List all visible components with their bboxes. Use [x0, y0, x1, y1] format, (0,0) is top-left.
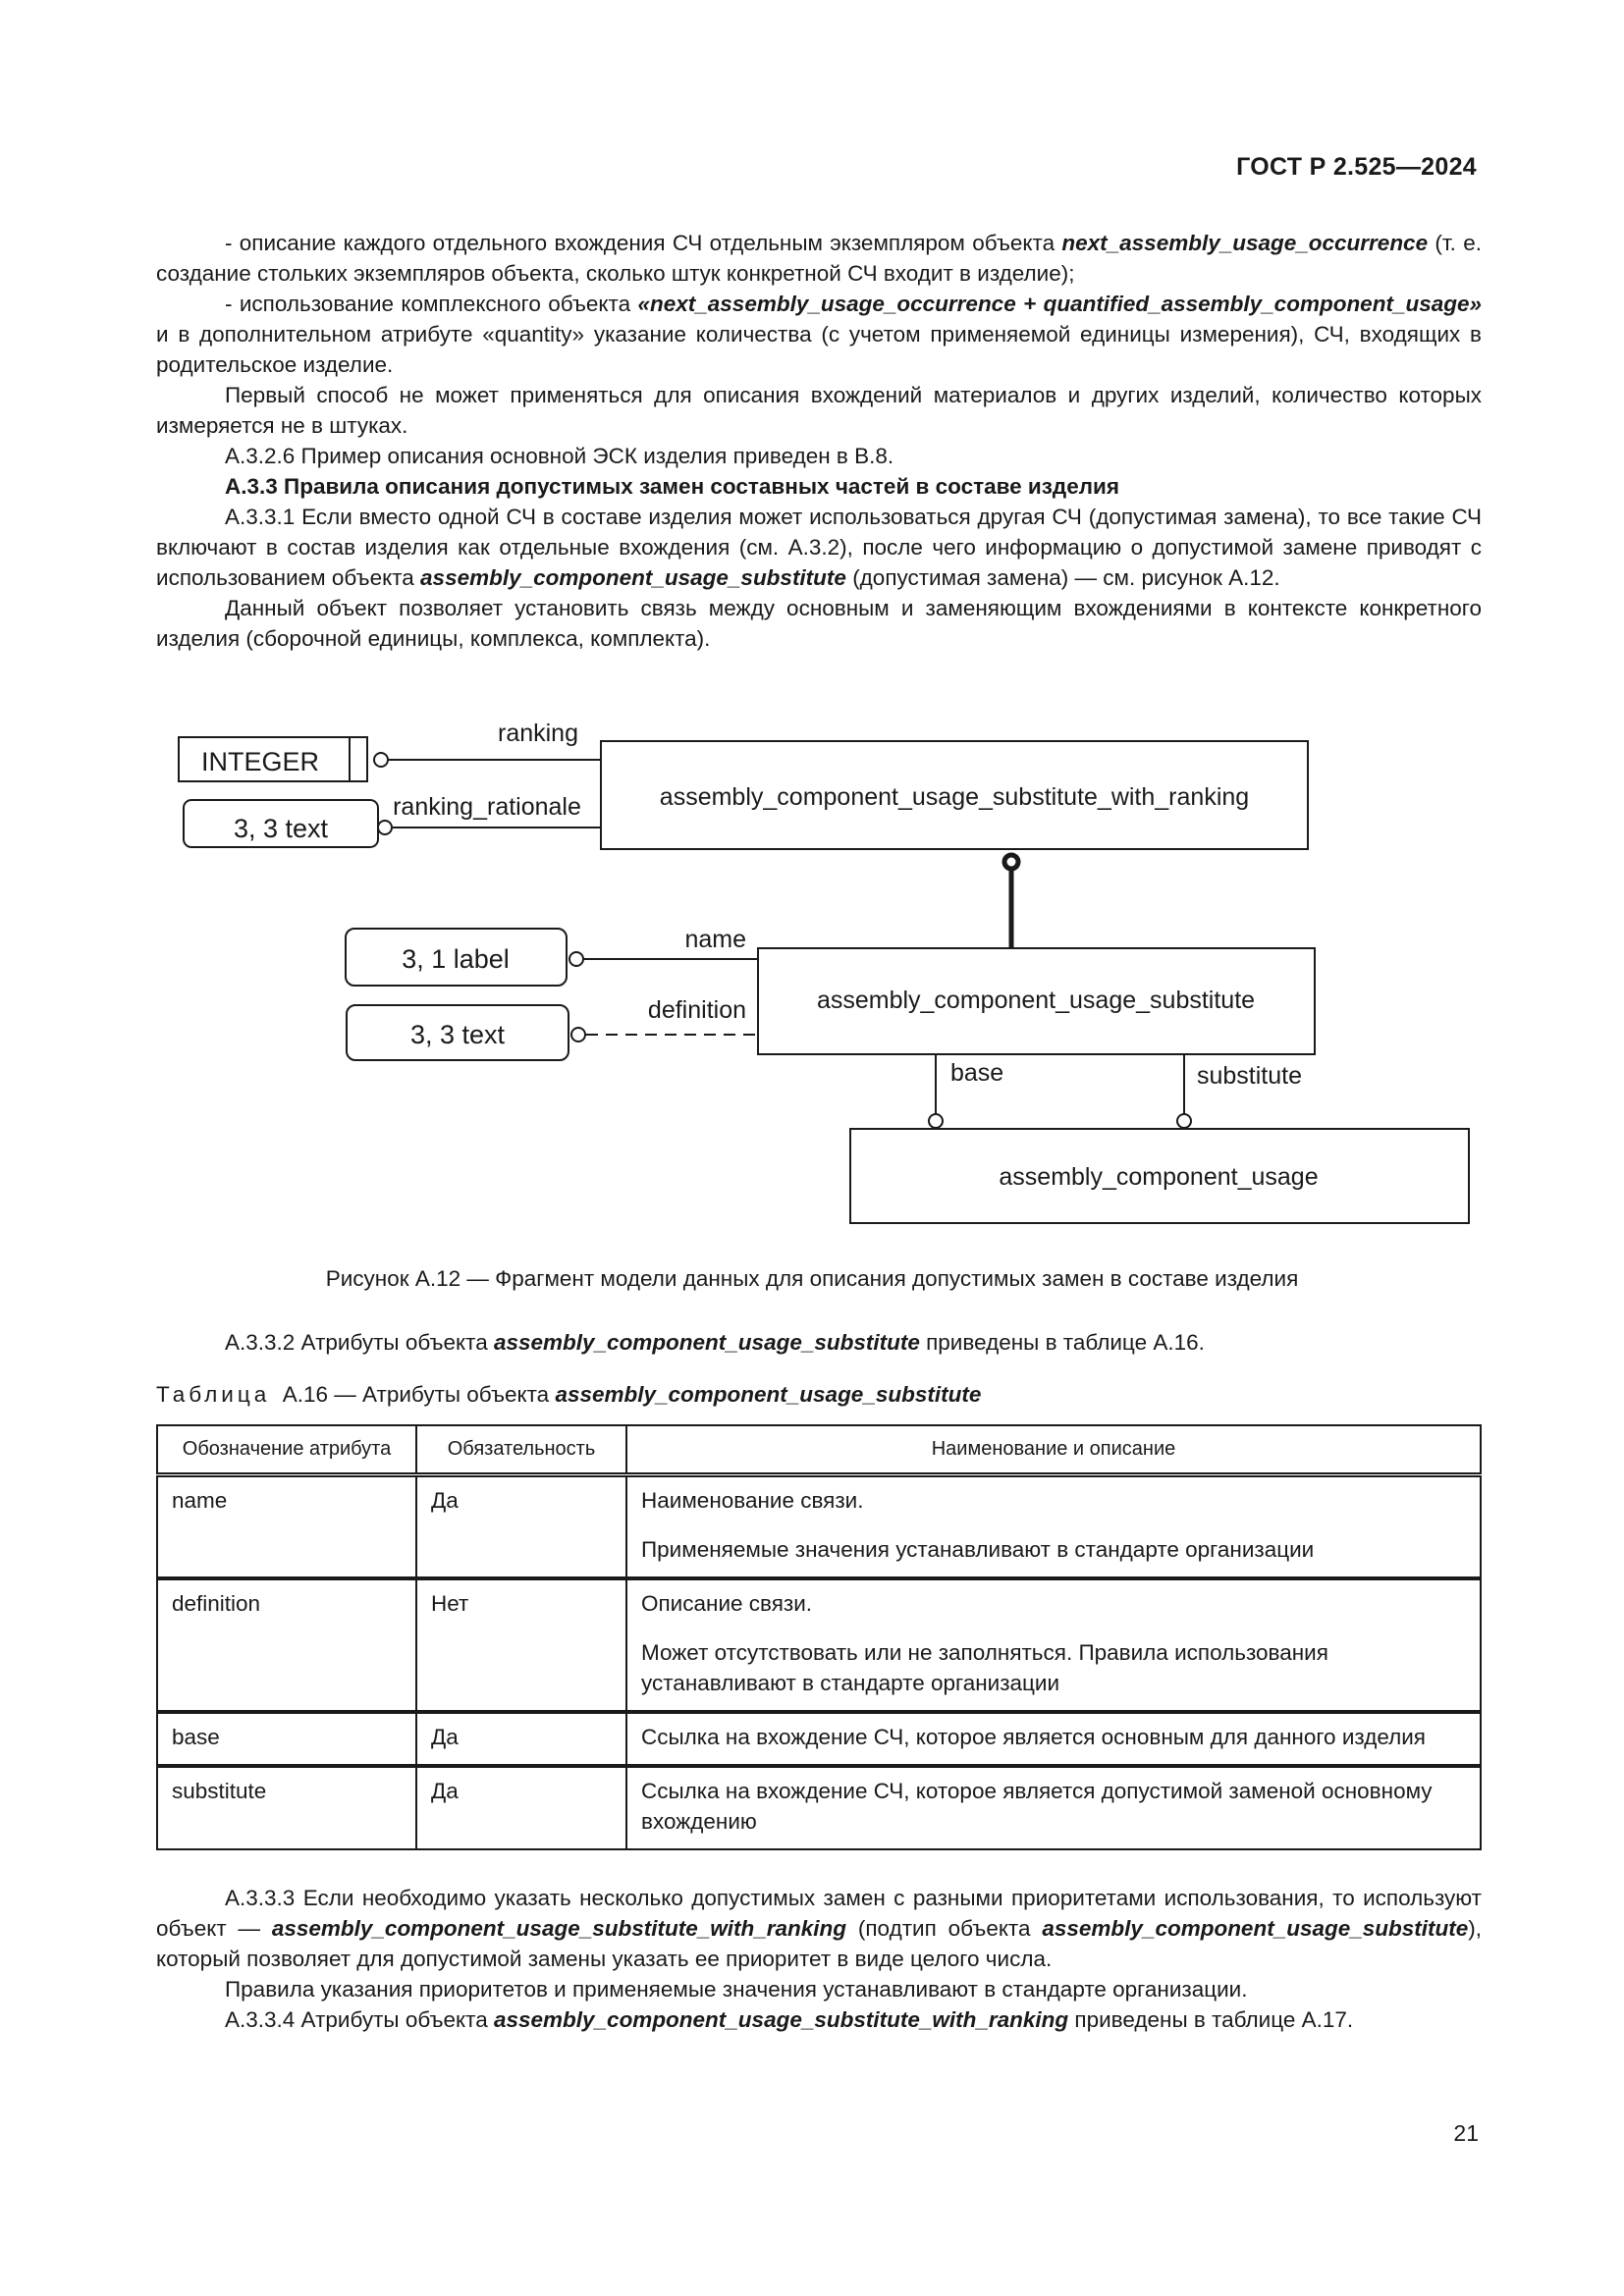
entity-substitute-label: assembly_component_usage_substitute: [816, 987, 1256, 1014]
description-cell: Описание связи. Может отсутствовать или не заполняться. Правила использования устанавливают в стандарте организации: [626, 1578, 1481, 1712]
paragraph: А.3.3.1 Если вместо одной СЧ в составе изделия может использоваться другая СЧ (допустимая замена), то все такие СЧ включают в состав изделия как отдельные вхождения (см. А.3.2), после чего информацию о допустимой замене приводят с использованием объекта assembly_component_usage_substitute (допустимая замена) — см. рисунок А.12.: [156, 505, 1482, 590]
required-cell: Да: [416, 1475, 626, 1579]
object-name: assembly_component_usage_substitute: [1042, 1916, 1469, 1941]
required-cell: Да: [416, 1712, 626, 1766]
document-id: ГОСТ Р 2.525—2024: [1236, 153, 1477, 181]
column-header: Обязательность: [416, 1425, 626, 1475]
text-type-label: 3, 3 text: [409, 1020, 506, 1049]
table-title: Таблица А.16 — Атрибуты объекта assembly_component_usage_substitute: [156, 1382, 982, 1407]
table-row: [157, 1578, 1481, 1712]
description-cell: Ссылка на вхождение СЧ, которое является допустимой заменой основному вхождению: [626, 1766, 1481, 1849]
paragraph: А.3.3.2 Атрибуты объекта assembly_component_usage_substitute приведены в таблице А.16.: [225, 1330, 1205, 1355]
table-header-row: [157, 1425, 1481, 1475]
relation-ranking-rationale: ranking_rationale: [393, 793, 581, 821]
description-cell: Наименование связи. Применяемые значения устанавливают в стандарте организации: [626, 1475, 1481, 1579]
paragraph: Первый способ не может применяться для описания вхождений материалов и других изделий, количество которых измеряется не в штуках.: [156, 383, 1482, 438]
paragraph: - описание каждого отдельного вхождения СЧ отдельным экземпляром объекта next_assembly_usage_occurrence (т. е. создание стольких экземпляров объекта, сколько штук конкретной СЧ входит в изделие);: [156, 231, 1482, 286]
page-number: 21: [1453, 2120, 1479, 2146]
relation-base: base: [950, 1059, 1004, 1087]
relation-definition: definition: [647, 996, 746, 1024]
relation-ranking: ranking: [498, 720, 578, 747]
section-heading: А.3.3 Правила описания допустимых замен составных частей в составе изделия: [225, 474, 1119, 499]
attr-cell: name: [157, 1475, 416, 1579]
required-cell: Да: [416, 1766, 626, 1849]
object-name: assembly_component_usage_substitute_with_ranking: [271, 1916, 847, 1941]
object-name: assembly_component_usage_substitute: [420, 565, 846, 590]
object-name: next_assembly_usage_occurrence: [1061, 231, 1429, 255]
table-row: [157, 1766, 1481, 1849]
object-name: «next_assembly_usage_occurrence + quantified_assembly_component_usage»: [637, 292, 1482, 316]
table-row: [157, 1712, 1481, 1766]
attr-cell: substitute: [157, 1766, 416, 1849]
body-text-bottom: [156, 1883, 1482, 2035]
attr-cell: base: [157, 1712, 416, 1766]
text-type-label: 3, 3 text: [233, 814, 329, 843]
object-name: assembly_component_usage_substitute_with_ranking: [493, 2007, 1069, 2032]
table-reference: [156, 1327, 1482, 1358]
description-cell: Ссылка на вхождение СЧ, которое является основным для данного изделия: [626, 1712, 1481, 1766]
paragraph: А.3.3.3 Если необходимо указать несколько допустимых замен с разными приоритетами использования, то используют объект — assembly_component_usage_substitute_with_ranking (подтип объекта assembly_component_usage_substitute), который позволяет для допустимой замены указать ее приоритет в виде целого числа.: [156, 1886, 1482, 1971]
integer-type-label: INTEGER: [201, 747, 320, 776]
required-cell: Нет: [416, 1578, 626, 1712]
paragraph: - использование комплексного объекта «next_assembly_usage_occurrence + quantified_assembly_component_usage» и в дополнительном атрибуте «quantity» указание количества (с учетом применяемой единицы измерения), СЧ, входящих в родительское изделие.: [156, 292, 1482, 377]
paragraph: Данный объект позволяет установить связь между основным и заменяющим вхождениями в контексте конкретного изделия (сборочной единицы, комплекса, комплекта).: [156, 596, 1482, 651]
column-header: Наименование и описание: [626, 1425, 1481, 1475]
entity-usage-label: assembly_component_usage: [999, 1163, 1319, 1191]
attr-cell: definition: [157, 1578, 416, 1712]
paragraph: Правила указания приоритетов и применяемые значения устанавливают в стандарте организации.: [225, 1977, 1248, 2002]
figure-caption: Рисунок А.12 — Фрагмент модели данных для описания допустимых замен в составе изделия: [325, 1266, 1299, 1291]
column-header: Обозначение атрибута: [157, 1425, 416, 1475]
entity-with-ranking-label: assembly_component_usage_substitute_with_ranking: [659, 783, 1250, 811]
object-name: assembly_component_usage_substitute: [493, 1330, 920, 1355]
table-row: [157, 1475, 1481, 1579]
paragraph: А.3.3.4 Атрибуты объекта assembly_component_usage_substitute_with_ranking приведены в таблице А.17.: [225, 2007, 1354, 2032]
relation-name: name: [684, 926, 746, 953]
attributes-table: [156, 1424, 1482, 1850]
paragraph: А.3.2.6 Пример описания основной ЭСК изделия приведен в В.8.: [225, 444, 894, 468]
relation-substitute: substitute: [1197, 1062, 1303, 1090]
label-type-label: 3, 1 label: [402, 944, 510, 974]
